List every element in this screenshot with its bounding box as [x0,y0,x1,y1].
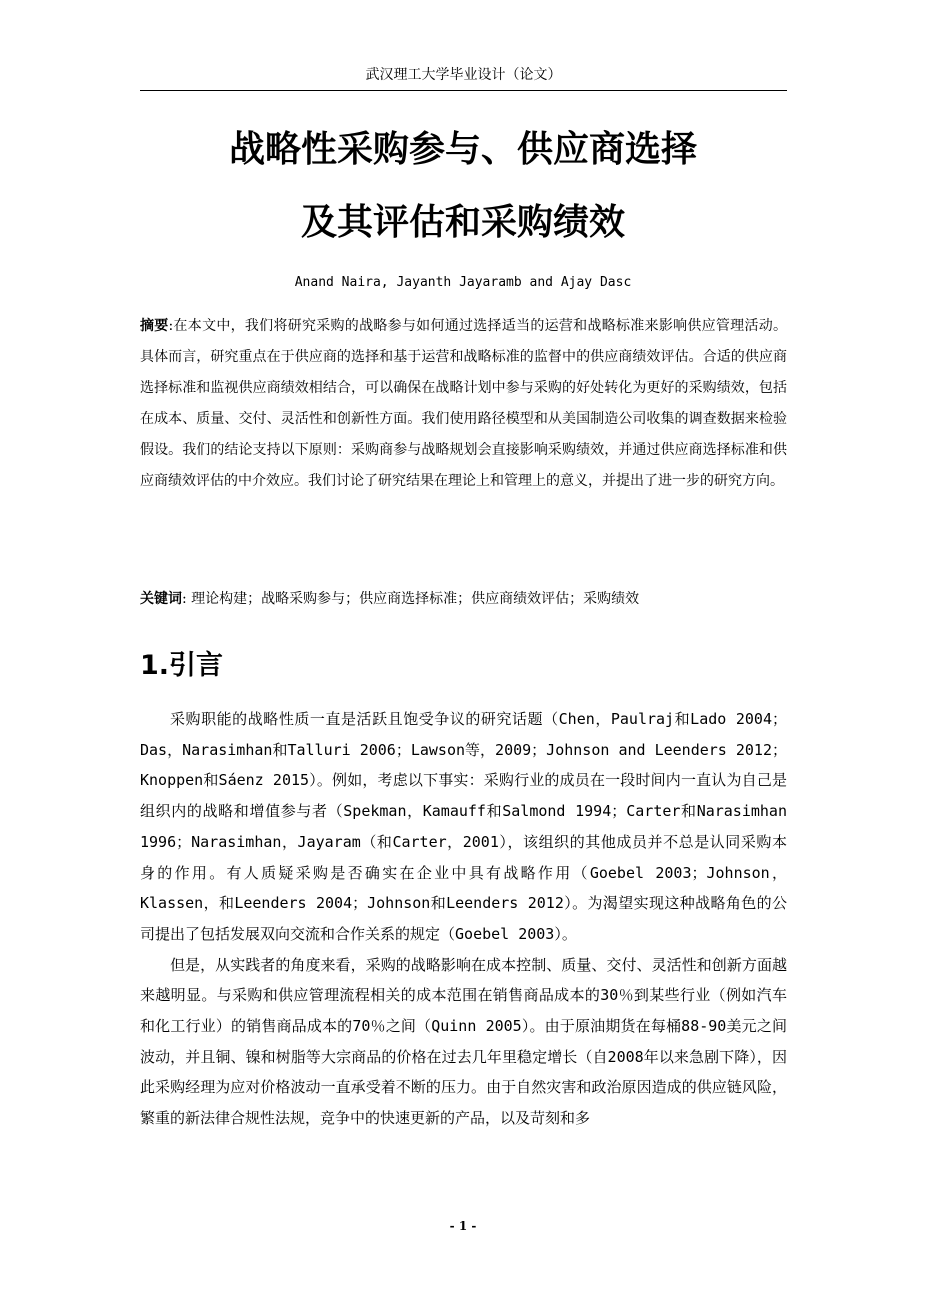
section-heading: 1.引言 [140,650,224,681]
page-number: - 1 - [449,1219,477,1233]
header-text: 武汉理工大学毕业设计（论文） [365,67,562,83]
keywords [140,584,787,614]
abstract-label: 摘要 [140,318,169,334]
keywords-label: 关键词 [140,591,182,607]
body-text [140,704,787,1134]
abstract [140,311,787,497]
keywords-text: : 理论构建；战略采购参与；供应商选择标准；供应商绩效评估；采购绩效 [182,591,640,607]
paper-title-line-1: 战略性采购参与、供应商选择 [228,129,697,170]
body-paragraph: 但是，从实践者的角度来看，采购的战略影响在成本控制、质量、交付、灵活性和创新方面越来越明显。与采购和供应管理流程相关的成本范围在销售商品成本的30％到某些行业（例如汽车和化工行业）的销售商品成本的70％之间（Quinn 2005）。由于原油期货在每桶88-90美元之间波动，并且铜、镍和树脂等大宗商品的价格在过去几年里稳定增长（自2008年以来急剧下降），因此采购经理为应对价格波动一直承受着不断的压力。由于自然灾害和政治原因造成的供应链风险，繁重的新法律合规性法规，竞争中的快速更新的产品，以及苛刻和多 [140,955,787,1128]
paper-title-line-2: 及其评估和采购绩效 [300,202,625,243]
page-header [140,62,787,91]
body-paragraph: 采购职能的战略性质一直是活跃且饱受争议的研究话题（Chen，Paulraj和Lado 2004；Das，Narasimhan和Talluri 2006；Lawson等，2009；Johnson and Leenders 2012；Knoppen和Sáenz 2015）。例如，考虑以下事实：采购行业的成员在一段时间内一直认为自己是组织内的战略和增值参与者（Spekman，Kamauff和Salmond 1994；Carter和Narasimhan 1996；Narasimhan，Jayaram（和Carter，2001），该组织的其他成员并不总是认同采购本身的作用。有人质疑采购是否确实在企业中具有战略作用（Goebel 2003；Johnson，Klassen，和Leenders 2004；Johnson和Leenders 2012）。为渴望实现这种战略角色的公司提出了包括发展双向交流和合作关系的规定（Goebel 2003）。 [140,710,787,943]
abstract-text: :在本文中，我们将研究采购的战略参与如何通过选择适当的运营和战略标准来影响供应管理活动。具体而言，研究重点在于供应商的选择和基于运营和战略标准的监督中的供应商绩效评估。合适的供应商选择标准和监视供应商绩效相结合，可以确保在战略计划中参与采购的好处转化为更好的采购绩效，包括在成本、质量、交付、灵活性和创新性方面。我们使用路径模型和从美国制造公司收集的调查数据来检验假设。我们的结论支持以下原则：采购商参与战略规划会直接影响采购绩效，并通过供应商选择标准和供应商绩效评估的中介效应。我们讨论了研究结果在理论上和管理上的意义，并提出了进一步的研究方向。 [140,318,787,489]
authors: Anand Naira, Jayanth Jayaramb and Ajay Dasc [294,275,632,290]
